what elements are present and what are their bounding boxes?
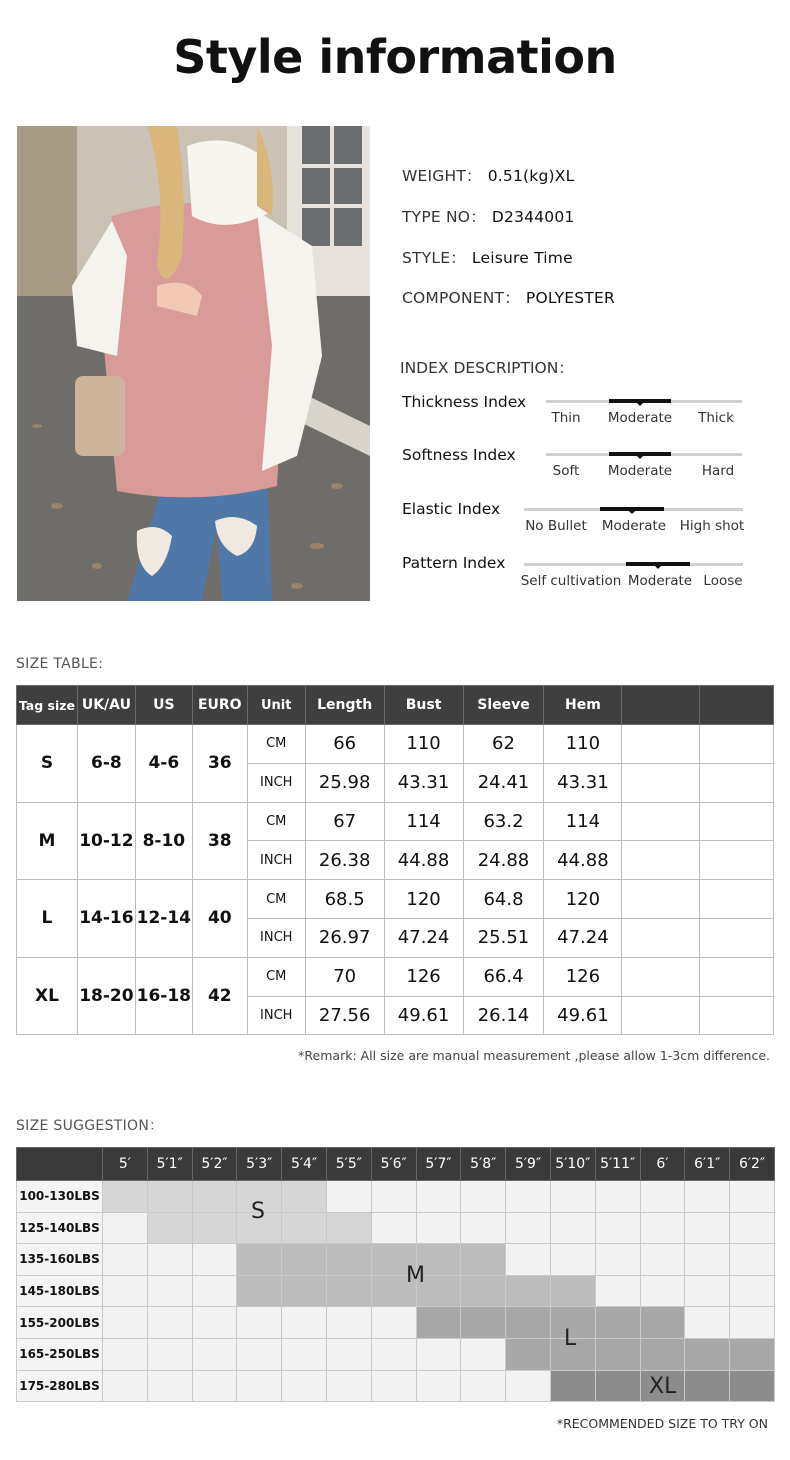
- grid-cell: [640, 1275, 685, 1307]
- height-header: 5′9″: [506, 1148, 551, 1181]
- height-header: 5′: [103, 1148, 148, 1181]
- grid-cell: [595, 1181, 640, 1213]
- grid-cell: [103, 1212, 148, 1244]
- grid-cell: [371, 1370, 416, 1402]
- bust: 49.61: [384, 996, 463, 1035]
- hem: 110: [544, 725, 622, 764]
- scale-label: Moderate: [607, 463, 673, 479]
- component-row: [402, 286, 615, 308]
- grid-cell: [640, 1338, 685, 1370]
- tag-size: M: [17, 802, 78, 880]
- component-value: POLYESTER: [525, 289, 615, 307]
- empty-cell: [622, 725, 700, 764]
- size-table-header: [17, 686, 774, 725]
- height-header: 6′1″: [685, 1148, 730, 1181]
- col-header: Length: [305, 686, 384, 725]
- unit: CM: [247, 725, 305, 764]
- grid-cell: [461, 1338, 506, 1370]
- height-header: 5′3″: [237, 1148, 282, 1181]
- bust: 110: [384, 725, 463, 764]
- grid-cell: [326, 1244, 371, 1276]
- sleeve: 25.51: [463, 918, 544, 957]
- us-size: 4-6: [135, 725, 192, 803]
- length: 26.38: [305, 841, 384, 880]
- thickness-index-label: Thickness Index: [402, 393, 527, 411]
- weight-row: [402, 164, 574, 186]
- hem: 43.31: [544, 763, 622, 802]
- scale-label: Moderate: [627, 573, 693, 589]
- grid-cell: [103, 1275, 148, 1307]
- empty-cell: [622, 918, 700, 957]
- component-label: COMPONENT：: [402, 289, 520, 307]
- weight-row: [17, 1338, 775, 1370]
- scale-label: Thick: [698, 410, 734, 426]
- grid-cell: [595, 1370, 640, 1402]
- size-label-m: M: [406, 1263, 425, 1288]
- product-photo: [17, 126, 370, 601]
- pattern-index-scale: [520, 563, 743, 603]
- size-suggestion-label: SIZE SUGGESTION：: [16, 1118, 164, 1134]
- sleeve: 63.2: [463, 802, 544, 841]
- height-header-row: [17, 1148, 775, 1181]
- empty-cell: [700, 725, 774, 764]
- elastic-index-scale: [524, 508, 743, 548]
- grid-cell: [371, 1307, 416, 1339]
- euro-size: 42: [192, 957, 247, 1035]
- grid-cell: [371, 1181, 416, 1213]
- scale-pointer-icon: [628, 510, 636, 514]
- scale-label: High shot: [679, 518, 745, 534]
- type-label: TYPE NO：: [402, 208, 486, 226]
- weight-label: 155-200LBS: [17, 1307, 103, 1339]
- thickness-index-scale: [546, 400, 742, 440]
- measurement-remark: *Remark: All size are manual measurement ,please allow 1-3cm difference.: [298, 1048, 770, 1063]
- grid-cell: [461, 1181, 506, 1213]
- grid-cell: [506, 1370, 551, 1402]
- col-header: [700, 686, 774, 725]
- grid-cell: [237, 1338, 282, 1370]
- scale-label: Loose: [703, 573, 743, 589]
- scale-label: Moderate: [607, 410, 673, 426]
- euro-size: 36: [192, 725, 247, 803]
- weight-row: [17, 1275, 775, 1307]
- weight-label: 125-140LBS: [17, 1212, 103, 1244]
- sleeve: 26.14: [463, 996, 544, 1035]
- euro-size: 38: [192, 802, 247, 880]
- empty-cell: [700, 880, 774, 919]
- euro-size: 40: [192, 880, 247, 958]
- bust: 114: [384, 802, 463, 841]
- grid-cell: [506, 1307, 551, 1339]
- unit: INCH: [247, 996, 305, 1035]
- grid-cell: [237, 1307, 282, 1339]
- grid-cell: [192, 1275, 237, 1307]
- grid-cell: [730, 1244, 775, 1276]
- grid-cell: [147, 1275, 192, 1307]
- height-header: 5′10″: [550, 1148, 595, 1181]
- weight-label: 165-250LBS: [17, 1338, 103, 1370]
- grid-cell: [103, 1307, 148, 1339]
- grid-cell: [237, 1370, 282, 1402]
- height-header: 5′7″: [416, 1148, 461, 1181]
- grid-cell: [147, 1338, 192, 1370]
- grid-cell: [685, 1307, 730, 1339]
- grid-cell: [147, 1181, 192, 1213]
- grid-cell: [461, 1275, 506, 1307]
- height-header: 5′2″: [192, 1148, 237, 1181]
- grid-cell: [192, 1370, 237, 1402]
- grid-cell: [461, 1212, 506, 1244]
- length: 27.56: [305, 996, 384, 1035]
- bust: 47.24: [384, 918, 463, 957]
- grid-cell: [550, 1370, 595, 1402]
- grid-cell: [192, 1338, 237, 1370]
- corner-cell: [17, 1148, 103, 1181]
- length: 67: [305, 802, 384, 841]
- grid-cell: [416, 1370, 461, 1402]
- grid-cell: [416, 1338, 461, 1370]
- tag-size: S: [17, 725, 78, 803]
- grid-cell: [103, 1244, 148, 1276]
- scale-label: Hard: [701, 463, 735, 479]
- uk-size: 6-8: [77, 725, 135, 803]
- grid-cell: [237, 1244, 282, 1276]
- grid-cell: [192, 1307, 237, 1339]
- grid-cell: [461, 1244, 506, 1276]
- elastic-index-label: Elastic Index: [402, 500, 501, 518]
- grid-cell: [282, 1212, 327, 1244]
- grid-cell: [192, 1212, 237, 1244]
- grid-cell: [103, 1370, 148, 1402]
- height-header: 6′: [640, 1148, 685, 1181]
- softness-index-scale: [546, 453, 742, 493]
- bust: 126: [384, 957, 463, 996]
- grid-cell: [550, 1275, 595, 1307]
- grid-cell: [506, 1275, 551, 1307]
- grid-cell: [326, 1181, 371, 1213]
- grid-cell: [282, 1307, 327, 1339]
- grid-cell: [192, 1181, 237, 1213]
- empty-cell: [700, 957, 774, 996]
- grid-cell: [640, 1307, 685, 1339]
- grid-cell: [416, 1307, 461, 1339]
- grid-cell: [461, 1307, 506, 1339]
- col-header: EURO: [192, 686, 247, 725]
- size-suggestion-grid: [16, 1147, 775, 1402]
- empty-cell: [700, 802, 774, 841]
- height-header: 5′6″: [371, 1148, 416, 1181]
- grid-cell: [685, 1275, 730, 1307]
- col-header: US: [135, 686, 192, 725]
- empty-cell: [700, 763, 774, 802]
- scale-pointer-icon: [654, 565, 662, 569]
- grid-cell: [237, 1275, 282, 1307]
- hem: 120: [544, 880, 622, 919]
- grid-cell: [730, 1212, 775, 1244]
- scale-label: Soft: [552, 463, 580, 479]
- grid-cell: [461, 1370, 506, 1402]
- empty-cell: [622, 957, 700, 996]
- recommended-footnote: *RECOMMENDED SIZE TO TRY ON: [556, 1416, 768, 1431]
- product-image: [17, 126, 370, 601]
- height-header: 5′11″: [595, 1148, 640, 1181]
- col-header: Unit: [247, 686, 305, 725]
- grid-cell: [192, 1244, 237, 1276]
- weight-row: [17, 1181, 775, 1213]
- grid-cell: [416, 1212, 461, 1244]
- grid-cell: [371, 1212, 416, 1244]
- grid-cell: [506, 1212, 551, 1244]
- sleeve: 24.41: [463, 763, 544, 802]
- length: 66: [305, 725, 384, 764]
- type-value: D2344001: [491, 208, 575, 226]
- grid-cell: [595, 1244, 640, 1276]
- sleeve: 64.8: [463, 880, 544, 919]
- grid-cell: [730, 1181, 775, 1213]
- weight-label: 175-280LBS: [17, 1370, 103, 1402]
- grid-cell: [550, 1212, 595, 1244]
- table-row: [17, 725, 774, 764]
- bust: 43.31: [384, 763, 463, 802]
- us-size: 16-18: [135, 957, 192, 1035]
- length: 26.97: [305, 918, 384, 957]
- unit: INCH: [247, 918, 305, 957]
- col-header: Tag size: [17, 686, 78, 725]
- hem: 114: [544, 802, 622, 841]
- softness-index-label: Softness Index: [402, 446, 516, 464]
- scale-label: Moderate: [601, 518, 667, 534]
- grid-cell: [282, 1244, 327, 1276]
- unit: CM: [247, 957, 305, 996]
- size-label-xl: XL: [649, 1374, 677, 1399]
- grid-cell: [730, 1275, 775, 1307]
- empty-cell: [700, 841, 774, 880]
- size-label-s: S: [251, 1199, 265, 1224]
- grid-cell: [685, 1212, 730, 1244]
- style-label: STYLE：: [402, 249, 466, 267]
- empty-cell: [622, 802, 700, 841]
- empty-cell: [622, 841, 700, 880]
- unit: INCH: [247, 763, 305, 802]
- unit: CM: [247, 880, 305, 919]
- height-header: 6′2″: [730, 1148, 775, 1181]
- grid-cell: [640, 1181, 685, 1213]
- sleeve: 24.88: [463, 841, 544, 880]
- unit: INCH: [247, 841, 305, 880]
- weight-label: 100-130LBS: [17, 1181, 103, 1213]
- hem: 49.61: [544, 996, 622, 1035]
- size-table-label: SIZE TABLE:: [16, 656, 104, 672]
- uk-size: 10-12: [77, 802, 135, 880]
- hem: 126: [544, 957, 622, 996]
- grid-cell: [416, 1181, 461, 1213]
- hem: 44.88: [544, 841, 622, 880]
- weight-value: 0.51(kg)XL: [487, 167, 575, 185]
- empty-cell: [622, 996, 700, 1035]
- page-title: Style information: [173, 30, 617, 84]
- col-header: Sleeve: [463, 686, 544, 725]
- grid-cell: [550, 1181, 595, 1213]
- sleeve: 66.4: [463, 957, 544, 996]
- size-table: [16, 685, 774, 1035]
- weight-row: [17, 1244, 775, 1276]
- col-header: [622, 686, 700, 725]
- grid-cell: [595, 1275, 640, 1307]
- uk-size: 14-16: [77, 880, 135, 958]
- bust: 44.88: [384, 841, 463, 880]
- grid-cell: [730, 1338, 775, 1370]
- height-header: 5′8″: [461, 1148, 506, 1181]
- scale-label: No Bullet: [525, 518, 587, 534]
- grid-cell: [147, 1307, 192, 1339]
- hem: 47.24: [544, 918, 622, 957]
- grid-cell: [282, 1370, 327, 1402]
- grid-cell: [326, 1275, 371, 1307]
- empty-cell: [700, 918, 774, 957]
- scale-pointer-icon: [636, 402, 644, 406]
- grid-cell: [326, 1338, 371, 1370]
- bust: 120: [384, 880, 463, 919]
- weight-row: [17, 1212, 775, 1244]
- grid-cell: [147, 1244, 192, 1276]
- table-row: [17, 957, 774, 996]
- grid-cell: [326, 1370, 371, 1402]
- height-header: 5′1″: [147, 1148, 192, 1181]
- tag-size: XL: [17, 957, 78, 1035]
- unit: CM: [247, 802, 305, 841]
- length: 25.98: [305, 763, 384, 802]
- grid-cell: [506, 1244, 551, 1276]
- empty-cell: [622, 880, 700, 919]
- grid-cell: [282, 1181, 327, 1213]
- grid-cell: [326, 1307, 371, 1339]
- grid-cell: [595, 1307, 640, 1339]
- tag-size: L: [17, 880, 78, 958]
- weight-label: 135-160LBS: [17, 1244, 103, 1276]
- grid-cell: [282, 1338, 327, 1370]
- height-header: 5′5″: [326, 1148, 371, 1181]
- col-header: UK/AU: [77, 686, 135, 725]
- grid-cell: [730, 1307, 775, 1339]
- grid-cell: [595, 1338, 640, 1370]
- empty-cell: [700, 996, 774, 1035]
- us-size: 12-14: [135, 880, 192, 958]
- grid-cell: [371, 1338, 416, 1370]
- table-row: [17, 802, 774, 841]
- table-row: [17, 880, 774, 919]
- grid-cell: [282, 1275, 327, 1307]
- style-row: [402, 246, 573, 268]
- grid-cell: [640, 1244, 685, 1276]
- grid-cell: [730, 1370, 775, 1402]
- uk-size: 18-20: [77, 957, 135, 1035]
- type-row: [402, 205, 574, 227]
- grid-cell: [147, 1370, 192, 1402]
- length: 68.5: [305, 880, 384, 919]
- style-value: Leisure Time: [471, 249, 573, 267]
- grid-cell: [506, 1338, 551, 1370]
- grid-cell: [595, 1212, 640, 1244]
- scale-label: Self cultivation: [520, 573, 622, 589]
- grid-cell: [103, 1181, 148, 1213]
- grid-cell: [685, 1244, 730, 1276]
- empty-cell: [622, 763, 700, 802]
- length: 70: [305, 957, 384, 996]
- col-header: Hem: [544, 686, 622, 725]
- weight-label: 145-180LBS: [17, 1275, 103, 1307]
- grid-cell: [147, 1212, 192, 1244]
- grid-cell: [685, 1370, 730, 1402]
- grid-cell: [685, 1338, 730, 1370]
- grid-cell: [685, 1181, 730, 1213]
- grid-cell: [326, 1212, 371, 1244]
- grid-cell: [506, 1181, 551, 1213]
- index-description-heading: INDEX DESCRIPTION：: [400, 359, 574, 377]
- grid-cell: [103, 1338, 148, 1370]
- sleeve: 62: [463, 725, 544, 764]
- size-label-l: L: [564, 1326, 577, 1351]
- grid-cell: [550, 1244, 595, 1276]
- height-header: 5′4″: [282, 1148, 327, 1181]
- pattern-index-label: Pattern Index: [402, 554, 506, 572]
- col-header: Bust: [384, 686, 463, 725]
- scale-pointer-icon: [636, 455, 644, 459]
- grid-cell: [640, 1212, 685, 1244]
- weight-row: [17, 1307, 775, 1339]
- weight-label: WEIGHT：: [402, 167, 482, 185]
- scale-label: Thin: [551, 410, 581, 426]
- us-size: 8-10: [135, 802, 192, 880]
